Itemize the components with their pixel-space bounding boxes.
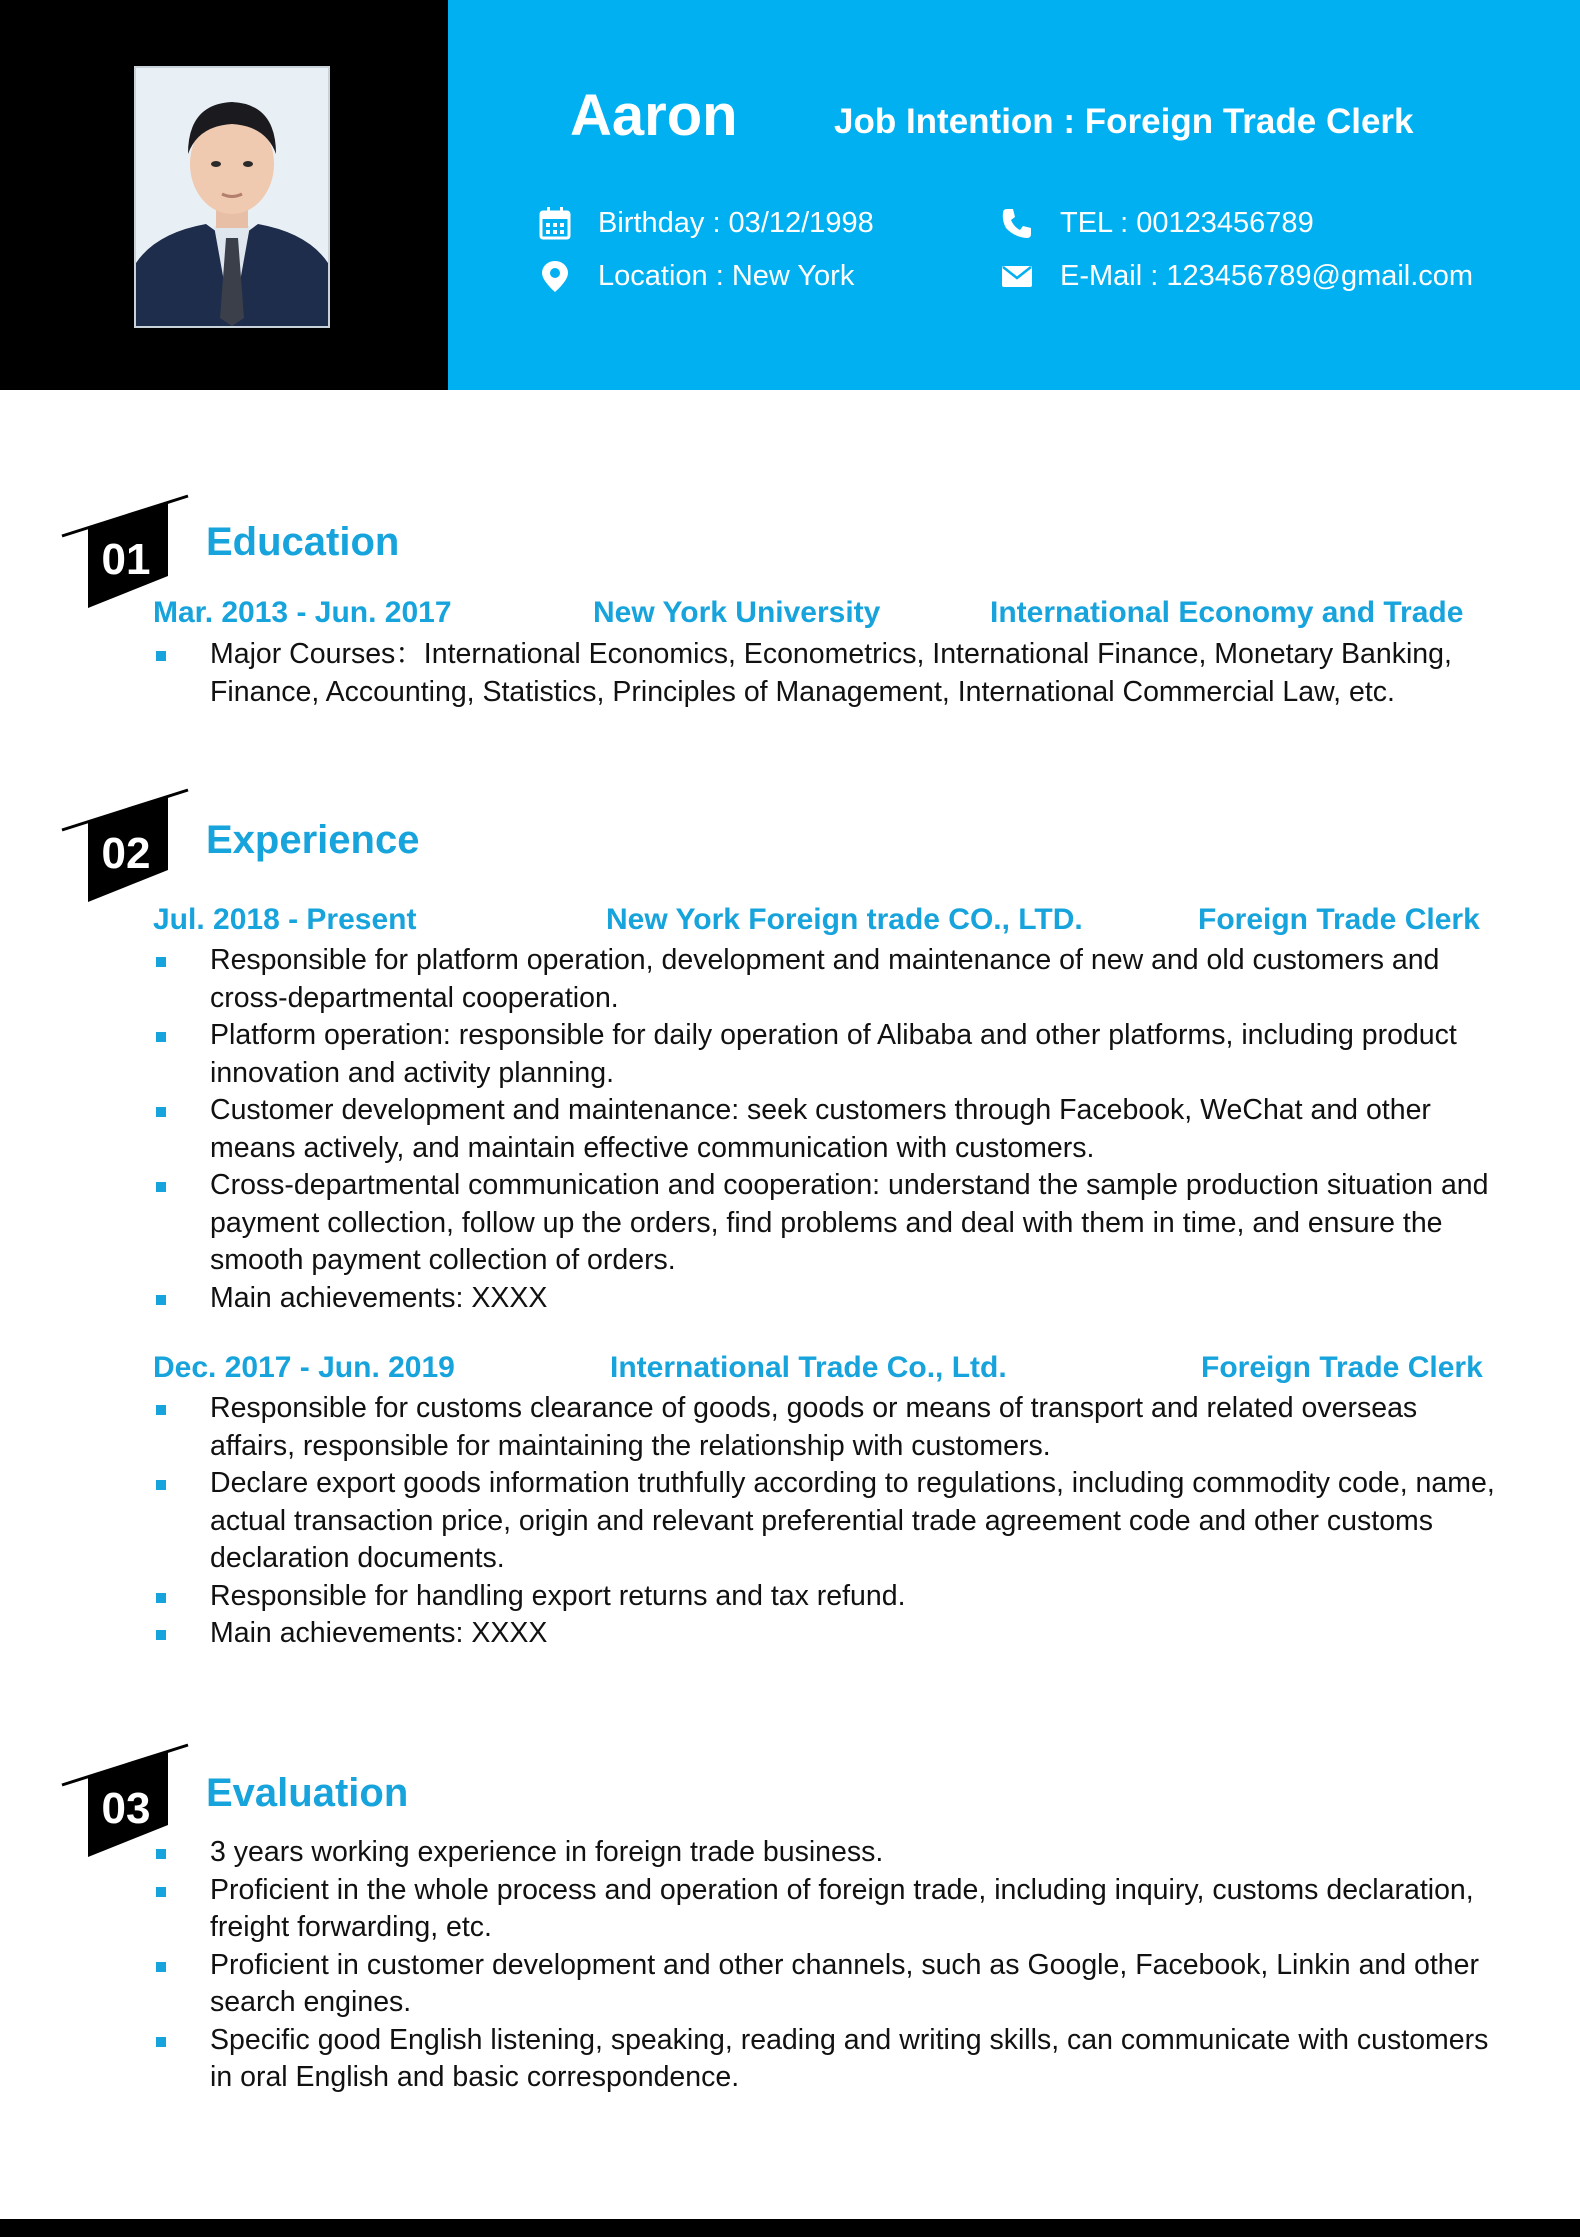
- bullet-square-icon: [156, 957, 166, 967]
- section-title-evaluation: Evaluation: [206, 1771, 409, 1815]
- header-info-panel: [448, 0, 1580, 390]
- list-item: Proficient in customer development and other channels, such as Google, Facebook, Linkin and other search engines.: [150, 1947, 1500, 2022]
- job-1-position: Foreign Trade Clerk: [1198, 903, 1480, 936]
- mail-icon: [1000, 259, 1034, 293]
- list-item: Responsible for handling export returns and tax refund.: [150, 1578, 1500, 1616]
- list-item: Responsible for customs clearance of goods, goods or means of transport and related overseas affairs, responsible for maintaining the relationship with customers.: [150, 1390, 1500, 1465]
- education-school: New York University: [593, 596, 881, 629]
- list-item: Major Courses：International Economics, Econometrics, International Finance, Monetary Banking, Finance, Accounting, Statistics, Principles of Management, International Commercial Law, etc.: [150, 636, 1500, 711]
- bullet-square-icon: [156, 1182, 166, 1192]
- bullet-square-icon: [156, 651, 166, 661]
- education-major: International Economy and Trade: [990, 596, 1464, 629]
- list-item: Main achievements: XXXX: [150, 1615, 1500, 1653]
- profile-photo: [134, 66, 330, 328]
- section-number-badge: [60, 788, 192, 906]
- bullet-square-icon: [156, 1405, 166, 1415]
- list-item: 3 years working experience in foreign trade business.: [150, 1834, 1500, 1872]
- bullet-square-icon: [156, 1849, 166, 1859]
- job-1-bullets: [150, 942, 1500, 1317]
- bullet-square-icon: [156, 1887, 166, 1897]
- job-2-date: Dec. 2017 - Jun. 2019: [153, 1351, 455, 1384]
- section-number-badge: [60, 494, 192, 612]
- location-row: [538, 259, 854, 293]
- section-title-experience: Experience: [206, 818, 420, 862]
- list-item: Main achievements: XXXX: [150, 1280, 1500, 1318]
- bullet-square-icon: [156, 1480, 166, 1490]
- section-number: 03: [101, 1784, 151, 1833]
- job-2-bullets: [150, 1390, 1500, 1653]
- education-bullets: [150, 636, 1500, 711]
- header-photo-panel: [0, 0, 448, 390]
- email-row: [1000, 259, 1473, 293]
- bullet-square-icon: [156, 1032, 166, 1042]
- list-item: Platform operation: responsible for daily operation of Alibaba and other platforms, including product innovation and activity planning.: [150, 1017, 1500, 1092]
- list-item: Specific good English listening, speaking, reading and writing skills, can communicate with customers in oral English and basic correspondence.: [150, 2022, 1500, 2097]
- list-item: Cross-departmental communication and cooperation: understand the sample production situation and payment collection, follow up the orders, find problems and deal with them in time, and ensure the smooth payment collection of orders.: [150, 1167, 1500, 1280]
- location-text: Location : New York: [598, 259, 855, 292]
- candidate-name: Aaron: [570, 83, 738, 148]
- bullet-square-icon: [156, 1295, 166, 1305]
- section-title-education: Education: [206, 520, 400, 564]
- bullet-square-icon: [156, 2037, 166, 2047]
- job-1-date: Jul. 2018 - Present: [153, 903, 417, 936]
- job-2-position: Foreign Trade Clerk: [1201, 1351, 1483, 1384]
- bullet-square-icon: [156, 1630, 166, 1640]
- section-number: 01: [101, 535, 151, 584]
- section-number: 02: [101, 829, 151, 878]
- job-1-company: New York Foreign trade CO., LTD.: [606, 903, 1083, 936]
- calendar-icon: [538, 206, 572, 240]
- list-item: Responsible for platform operation, development and maintenance of new and old customers and cross-departmental cooperation.: [150, 942, 1500, 1017]
- birthday-text: Birthday : 03/12/1998: [598, 206, 874, 239]
- list-item: Customer development and maintenance: seek customers through Facebook, WeChat and other means actively, and maintain effective communication with customers.: [150, 1092, 1500, 1167]
- list-item: Declare export goods information truthfully according to regulations, including commodity code, name, actual transaction price, origin and relevant preferential trade agreement code and other customs declaration documents.: [150, 1465, 1500, 1578]
- bullet-square-icon: [156, 1593, 166, 1603]
- bullet-square-icon: [156, 1962, 166, 1972]
- tel-text: TEL : 00123456789: [1060, 206, 1314, 239]
- job-intention: Job Intention : Foreign Trade Clerk: [834, 102, 1414, 141]
- birthday-row: [538, 206, 874, 240]
- job-2-company: International Trade Co., Ltd.: [610, 1351, 1007, 1384]
- footer-bar: [0, 2219, 1580, 2237]
- email-text: E-Mail : 123456789@gmail.com: [1060, 259, 1474, 292]
- bullet-square-icon: [156, 1107, 166, 1117]
- education-date: Mar. 2013 - Jun. 2017: [153, 596, 452, 629]
- evaluation-bullets: [150, 1834, 1500, 2097]
- tel-row: [1000, 206, 1314, 240]
- location-pin-icon: [538, 259, 572, 293]
- list-item: Proficient in the whole process and operation of foreign trade, including inquiry, customs declaration, freight forwarding, etc.: [150, 1872, 1500, 1947]
- phone-icon: [1000, 206, 1034, 240]
